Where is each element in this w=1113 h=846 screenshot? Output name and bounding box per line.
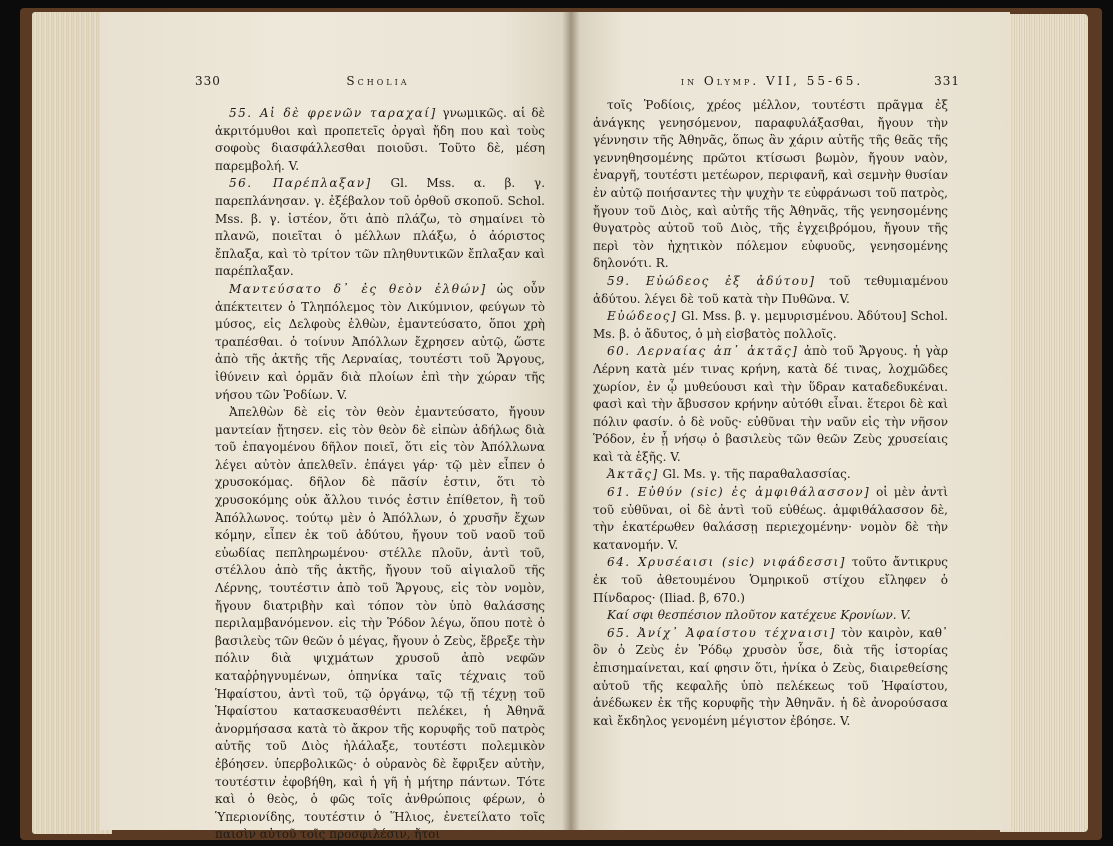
- paragraph: 64. Χρυσέαισι (sic) νιφάδεσσι] τοῦτο ἄντικρυς ἐκ τοῦ ἀθετουμένου Ὁμηρικοῦ στίχου εἴληφεν ὁ Πίνδαρος· (Iliad. β, 670.): [593, 555, 949, 605]
- paragraph: 55. Αἱ δὲ φρενῶν ταραχαί] γνωμικῶς. αἱ δὲ ἀκριτόμυθοι καὶ προπετεῖς ὀργαὶ ἤδη που καὶ τοὺς σοφοὺς διασφάλλεσθαι ποιοῦσι. Τοῦτο δὲ, μέση παρεμβολή. V.: [215, 106, 545, 173]
- paragraph: τοῖς Ῥοδίοις, χρέος μέλλον, τουτέστι πρᾶγμα ἐξ ἀνάγκης γενησόμενον, παραφυλάξασθαι, ἤγουν τὴν γέννησιν τῆς Ἀθηνᾶς, ὅπως ἂν χάριν αὐτῆς τῆς θεᾶς τῆς γεννηθησομένης πρῶτοι κτίσωσι βωμὸν, ἤγουν ναὸν, ἐναργῆ, τουτέστι μετέωρον, περιφανῆ, καὶ σεμνὴν θυσίαν ἐν αὐτῷ ποιήσαντες τὴν ψυχὴν τε εὐφράνωσι τοῦ πατρὸς, ἤγουν τοῦ Διὸς, καὶ αὐτῆς τῆς Ἀθηνᾶς, τῆς γενησομένης θυγατρὸς αὐτοῦ τοῦ Διὸς, τῆς ἐγχειβρόμου, ἤγουν τῆς περὶ τὸν ἠχητικὸν πόλεμον εὐφυοῦς, γενησομένης δηλονότι. R.: [593, 98, 948, 271]
- left-page-text: [215, 105, 545, 844]
- book-gutter: [562, 12, 580, 830]
- paragraph: Καί σφι θεσπέσιον πλοῦτον κατέχευε Κρονίων. V.: [607, 608, 911, 623]
- running-head: Scholia: [346, 74, 410, 88]
- page-number: 330: [195, 74, 221, 88]
- paragraph: Μαντεύσατο δ᾽ ἐς θεὸν ἐλθών] ὡς οὖν ἀπέκτειτεν ὁ Τληπόλεμος τὸν Λικύμνιον, φεύγων τὸ μύσος, εἰς Δελφοὺς ἐλθὼν, ἐμαντεύσατο, ὅποι χρὴ τραπέσθαι. ὁ τοίνυν Ἀπόλλων ἔχρησεν αὐτῷ, ὥστε ἀπὸ τῆς ἀκτῆς τῆς Λερναίας, τουτέστι τοῦ Ἄργους, ἰθύνειν καὶ ὁρμᾶν διὰ πλοίων ἐπὶ τὴν χώραν τῆς νήσου τῶν Ῥοδίων. V.: [215, 281, 546, 402]
- running-head: in Olymp. VII, 55-65.: [680, 74, 864, 88]
- paragraph: 59. Εὐώδεος ἐξ ἀδύτου] τοῦ τεθυμιαμένου ἀδύτου. λέγει δὲ τοῦ κατὰ τὴν Πυθῶνα. V.: [593, 273, 948, 306]
- paragraph: 56. Παρέπλαξαν] Gl. Mss. α. β. γ. παρεπλάνησαν. γ. ἐξέβαλον τοῦ ὀρθοῦ σκοποῦ. Schol. Mss. β. γ. ἰστέον, ὅτι ἀπὸ πλάζω, τὸ σημαίνει τὸ πλανῶ, ποιεῖται ὁ μέλλων πλάξω, ὁ ἀόριστος ἔπλαξα, καὶ τὸ τρίτον τῶν πληθυντικῶν ἔπλαξαν καὶ παρέπλαξαν.: [215, 176, 546, 279]
- page-number: 331: [934, 74, 960, 88]
- left-page-header: [195, 74, 535, 94]
- paragraph: Ἀκτᾶς] Gl. Ms. γ. τῆς παραθαλασσίας.: [607, 467, 851, 482]
- paragraph: 61. Εὐθύν (sic) ἐς ἀμφιθάλασσον] οἱ μὲν ἀντὶ τοῦ εὐθῦναι, οἱ δὲ ἀντὶ τοῦ εὐθέως. ἀμφιθάλασσον δὲ, τὴν ἑκατέρωθεν θαλάσσῃ περιεχομένην· νομὸν δὲ τὴν κατανομήν. V.: [593, 485, 948, 552]
- paragraph: 60. Λερναίας ἀπ᾽ ἀκτᾶς] ἀπὸ τοῦ Ἄργους. ἡ γὰρ Λέρνη κατὰ μέν τινας κρήνη, κατὰ δέ τινας, λοχμῶδες χωρίον, ἐν ᾧ μυθεύουσι καὶ τὴν ὕδραν καταδεδυκέναι. φασὶ καὶ τὴν ἄβυσσον κρήνην αὐτόθι εἶναι. ἕτεροι δὲ καὶ πόλιν φασίν. ὁ δὲ νοῦς· εὐθῦναι τὴν ναῦν εἰς τὴν νῆσον Ῥόδον, ἐν ᾗ νήσῳ ὁ βασιλεὺς τῶν θεῶν Ζεὺς χρυσείαις καὶ τὰ ἑξῆς. V.: [593, 344, 948, 464]
- paragraph: 65. Ἀνίχ᾽ Ἀφαίστου τέχναισι] τὸν καιρὸν, καθ᾽ ὃν ὁ Ζεὺς ἐν Ῥόδῳ χρυσὸν ὗσε, διὰ τῆς ἱστορίας ἐπισημαίνεται, καί φησιν ὅτι, ἡνίκα ὁ Ζεὺς, διαιρεθείσης αὐτοῦ τῆς κεφαλῆς ὑπὸ πελέκεως τοῦ Ἡφαίστου, ἀνέδωκεν ἐκ τῆς κορυφῆς τὴν Ἀθηνᾶν. ἡ δὲ ἀνορούσασα καὶ ἔκδηλος γενομένη μέγιστον ἐβόησε. V.: [593, 625, 948, 728]
- right-page: [570, 12, 1010, 830]
- right-page-edges: [1000, 14, 1088, 832]
- right-page-text: [593, 97, 948, 730]
- paragraph: Ἀπελθὼν δὲ εἰς τὸν θεὸν ἐμαντεύσατο, ἤγουν μαντείαν ᾔτησεν. εἰς τὸν θεὸν δὲ εἰπὼν ἀδήλως διὰ τοῦ ἐπαγομένου δῆλον ποιεῖ, ὅτι εἰς τὸν Ἀπόλλωνα λέγει αὐτὸν ἀπελθεῖν. ἐπάγει γάρ· τῷ μὲν εἶπεν ὁ χρυσοκόμας. δῆλον δὲ πᾶσίν ἐστιν, ὅτι τὸ χρυσοκόμης οὐκ ἄλλου τινός ἐστιν ἐπίθετον, ἢ τοῦ Ἀπόλλωνος. τούτῳ μὲν ὁ Ἀπόλλων, ὁ χρυσῆν ἔχων κόμην, εἶπεν ἐκ τοῦ ἀδύτου, ἤγουν τοῦ ναοῦ τοῦ εὐωδίας πεπληρωμένου· στέλλε πλοῦν, ἀντὶ τοῦ, στέλλου ἀπὸ τῆς ἀκτῆς, ἤγουν τοῦ αἰγιαλοῦ τῆς Λέρνης, τουτέστιν ἀπὸ τοῦ Ἄργους, εἰς τὸν νομὸν, ἤγουν διατριβὴν καὶ τόπον τὸν ὑπὸ θαλάσσης περιλαμβανόμενον. εἰς τὴν Ῥόδον λέγω, ὅπου ποτὲ ὁ βασιλεὺς τῶν θεῶν ὁ μέγας, ἤγουν ὁ Ζεὺς, ἔβρεξε τὴν πόλιν διὰ ψιχμάτων χρυσοῦ ἀπὸ νεφῶν καταῤῥηγνυμένων, ὁπηνίκα ταῖς τέχναις τοῦ Ἡφαίστου, ἀντὶ τοῦ, τῷ ὀργάνῳ, τῷ τῇ τέχνῃ τοῦ Ἡφαίστου κατασκευασθέντι πελέκει, ἡ Ἀθηνᾶ ἀνορμήσασα κατὰ τὸ ἄκρον τῆς κορυφῆς τοῦ πατρὸς αὐτῆς τοῦ Διὸς ἠλάλαξε, τουτέστι πολεμικὸν ἐβόησεν. ὑπερβολικῶς· ὁ οὐρανὸς δὲ ἔφριξεν αὐτὴν, τουτέστιν ἐφοβήθη, καὶ ἡ γῆ ἡ μήτηρ πάντων. Τότε καὶ ὁ θεὸς, ὁ φῶς τοῖς ἀνθρώποις φέρων, ὁ Ὑπεριονίδης, τουτέστιν ὁ Ἥλιος, ἐνετείλατο τοῖς παισὶν αὐτοῦ τοῖς προσφιλέσιν, ἤτοι: [215, 405, 545, 842]
- right-page-header: [610, 74, 960, 94]
- left-page: [100, 12, 570, 842]
- paragraph: Εὐώδεος] Gl. Mss. β. γ. μεμυρισμένου. Ἀδύτου] Schol. Ms. β. ὁ ἄδυτος, ὁ μὴ εἰσβατὸς πολλοῖς.: [593, 309, 948, 341]
